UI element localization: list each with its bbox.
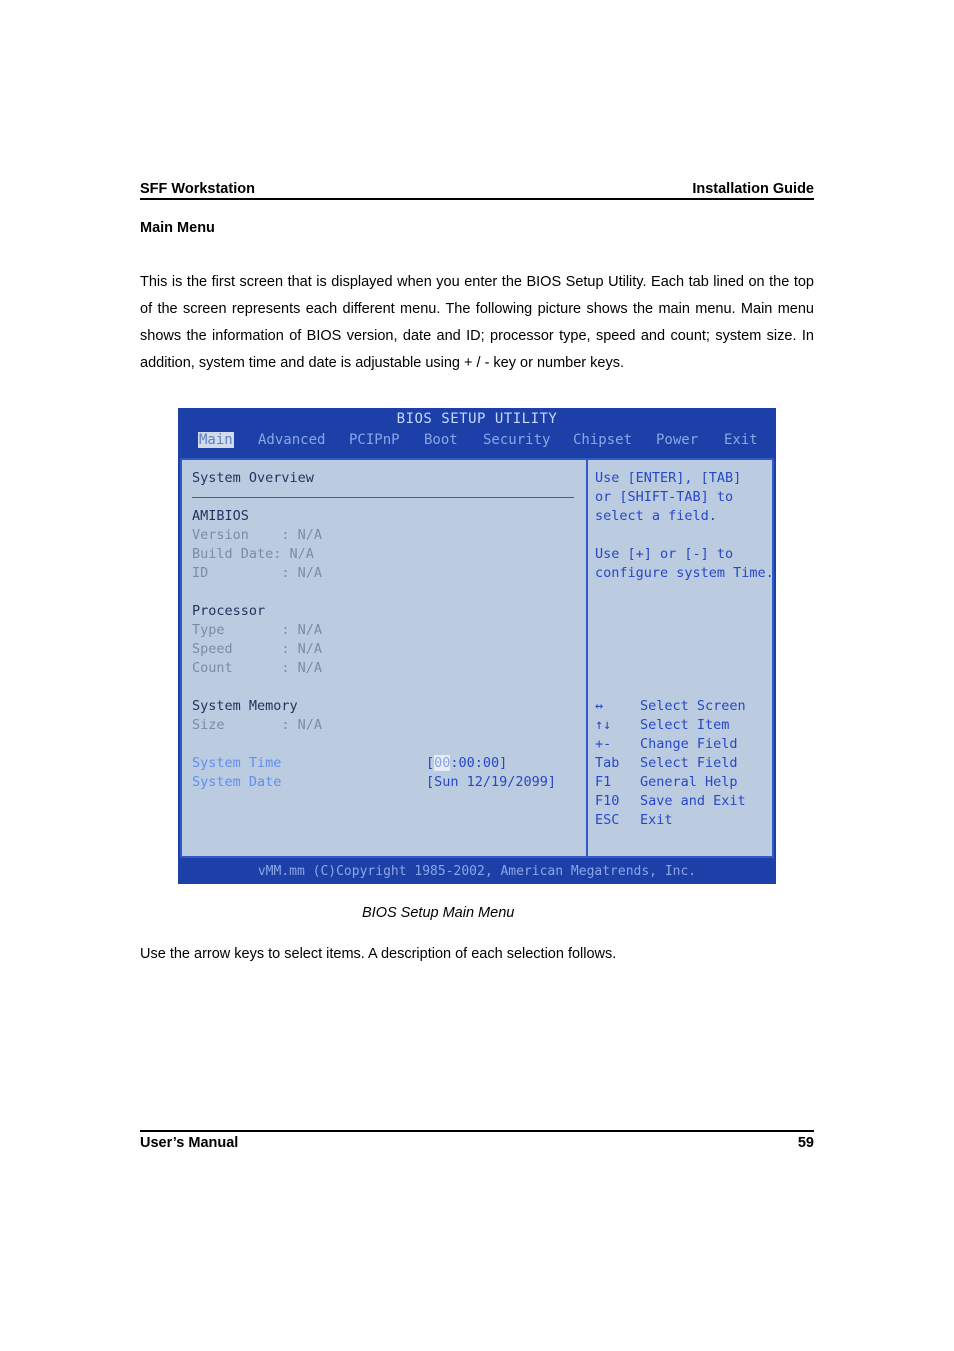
key-f1: F1 xyxy=(595,774,612,790)
key-arrows-ud: ↑↓ xyxy=(595,717,612,733)
tab-exit[interactable]: Exit xyxy=(724,432,758,448)
help-line-3: select a field. xyxy=(595,508,717,524)
key-desc-select-screen: Select Screen xyxy=(640,698,746,714)
key-f10: F10 xyxy=(595,793,620,809)
help-line-2: or [SHIFT-TAB] to xyxy=(595,489,734,505)
memory-size: Size : N/A xyxy=(192,717,323,733)
system-date-label[interactable]: System Date xyxy=(192,774,282,790)
overview-divider xyxy=(192,497,574,498)
key-desc-exit: Exit xyxy=(640,812,673,828)
section-title: Main Menu xyxy=(140,220,215,236)
processor-type: Type : N/A xyxy=(192,622,323,638)
key-desc-general-help: General Help xyxy=(640,774,738,790)
tab-boot[interactable]: Boot xyxy=(424,432,458,448)
help-line-4: Use [+] or [-] to xyxy=(595,546,734,562)
key-tab: Tab xyxy=(595,755,620,771)
help-line-1: Use [ENTER], [TAB] xyxy=(595,470,742,486)
bios-copyright: vMM.mm (C)Copyright 1985-2002, American Megatrends, Inc. xyxy=(257,864,697,879)
help-line-5: configure system Time. xyxy=(595,565,774,581)
processor-heading: Processor xyxy=(192,603,266,619)
bios-screenshot xyxy=(178,408,776,884)
tab-chipset[interactable]: Chipset xyxy=(573,432,633,448)
key-desc-save-exit: Save and Exit xyxy=(640,793,746,809)
tab-advanced[interactable]: Advanced xyxy=(258,432,326,448)
bios-version: Version : N/A xyxy=(192,527,323,543)
key-esc: ESC xyxy=(595,812,620,828)
key-desc-change-field: Change Field xyxy=(640,736,738,752)
system-overview-heading: System Overview xyxy=(192,470,314,486)
page-footer xyxy=(140,1130,814,1154)
page-header xyxy=(140,180,814,200)
bios-main-panel xyxy=(180,458,774,858)
key-plus-minus: +- xyxy=(595,736,612,752)
bios-title: BIOS SETUP UTILITY xyxy=(396,411,558,427)
bios-tab-bar xyxy=(178,430,776,450)
closing-paragraph: Use the arrow keys to select items. A description of each selection follows. xyxy=(140,946,617,962)
amibios-heading: AMIBIOS xyxy=(192,508,249,524)
tab-main[interactable]: Main xyxy=(199,432,233,448)
tab-security[interactable]: Security xyxy=(483,432,551,448)
header-right: Installation Guide xyxy=(692,181,814,197)
time-hour-field[interactable]: 00 xyxy=(434,755,451,771)
page-number: 59 xyxy=(797,1135,814,1151)
system-date-value[interactable]: [Sun 12/19/2099] xyxy=(426,774,557,790)
bios-build-date: Build Date: N/A xyxy=(192,546,314,562)
key-desc-select-item: Select Item xyxy=(640,717,730,733)
system-time-label[interactable]: System Time xyxy=(192,755,282,771)
footer-left: User’s Manual xyxy=(140,1135,239,1151)
key-desc-select-field: Select Field xyxy=(640,755,738,771)
header-left: SFF Workstation xyxy=(140,181,255,197)
key-arrows-lr: ↔ xyxy=(595,698,604,714)
intro-paragraph: This is the first screen that is displayed when you enter the BIOS Setup Utility. Each tab lined on the top of the screen represents each different menu. The following picture shows the main menu. Main menu shows the information of BIOS version, date and ID; processor type, speed and count; system size. In addition, system time and date is adjustable using + / - key or number keys. xyxy=(140,274,814,371)
bios-id: ID : N/A xyxy=(192,565,323,581)
panel-divider xyxy=(586,460,588,856)
figure-caption: BIOS Setup Main Menu xyxy=(362,905,515,921)
processor-speed: Speed : N/A xyxy=(192,641,323,657)
memory-heading: System Memory xyxy=(192,698,298,714)
system-time-value[interactable]: [00:00:00] xyxy=(426,755,508,771)
tab-power[interactable]: Power xyxy=(656,432,699,448)
tab-pcipnp[interactable]: PCIPnP xyxy=(349,432,400,448)
processor-count: Count : N/A xyxy=(192,660,323,676)
